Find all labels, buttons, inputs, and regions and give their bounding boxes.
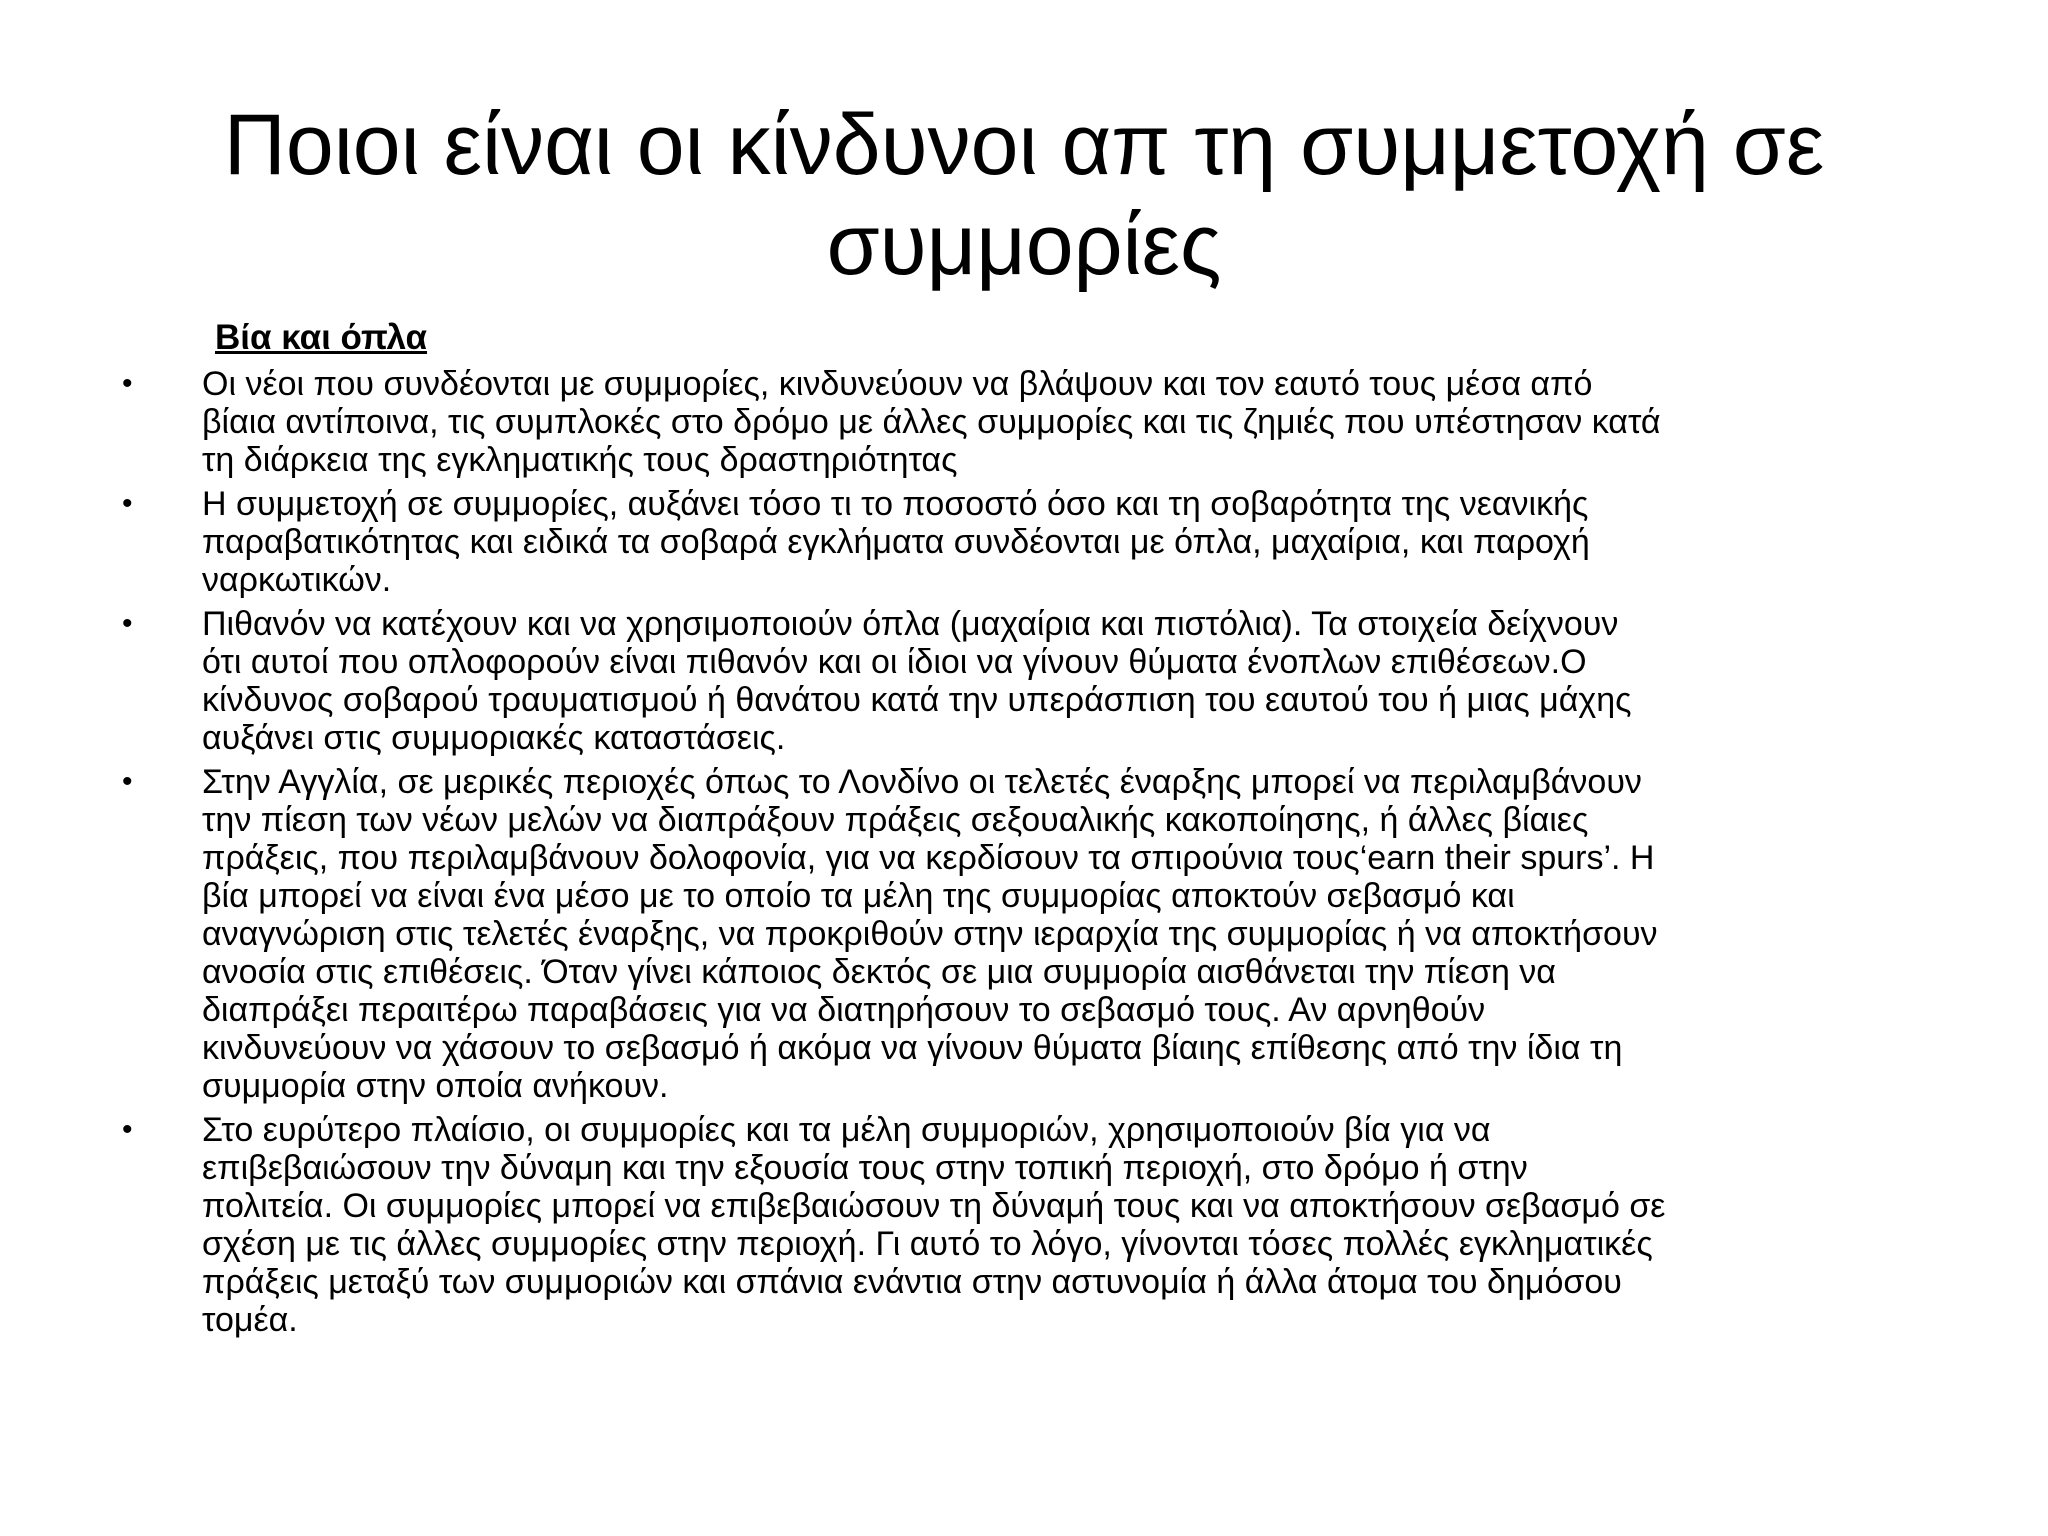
bullet-line: πράξεις, που περιλαμβάνουν δολοφονία, για να κερδίσουν τα σπιρούνια τους‘earn their spurs’. Η: [202, 839, 1655, 877]
bullet-line: την πίεση των νέων μελών να διαπράξουν πράξεις σεξουαλικής κακοποίησης, ή άλλες βίαιες: [202, 801, 1589, 839]
bullet-text: [202, 763, 1952, 1105]
bullet-item: [122, 365, 1952, 479]
bullet-line: πολιτεία. Οι συμμορίες μπορεί να επιβεβαιώσουν τη δύναμή τους και να αποκτήσουν σεβασμό σε: [202, 1187, 1666, 1225]
bullet-item: [122, 605, 1952, 757]
bullet-text: [202, 485, 1952, 599]
bullet-item: [122, 1111, 1952, 1339]
bullet-dot-icon: •: [122, 607, 133, 640]
bullet-line: Στο ευρύτερο πλαίσιο, οι συμμορίες και τα μέλη συμμοριών, χρησιμοποιούν βία για να: [202, 1111, 1491, 1149]
bullet-line: Η συμμετοχή σε συμμορίες, αυξάνει τόσο τι το ποσοστό όσο και τη σοβαρότητα της νεανικής: [202, 485, 1589, 523]
slide-title-line-2: συμμορίες: [826, 197, 1222, 293]
slide-title-line-1: Ποιοι είναι οι κίνδυνοι απ τη συμμετοχή σε: [223, 97, 1825, 193]
bullet-line: βίαια αντίποινα, τις συμπλοκές στο δρόμο με άλλες συμμορίες και τις ζημιές που υπέστησαν κατά: [202, 403, 1661, 441]
bullet-item: [122, 485, 1952, 599]
bullet-line: Στην Αγγλία, σε μερικές περιοχές όπως το Λονδίνο οι τελετές έναρξης μπορεί να περιλαμβάνουν: [202, 763, 1642, 801]
slide-title: [200, 95, 1848, 295]
section-heading: Βία και όπλα: [215, 318, 428, 357]
bullet-line: συμμορία στην οποία ανήκουν.: [202, 1067, 669, 1105]
bullet-line: σχέση με τις άλλες συμμορίες στην περιοχή. Γι αυτό το λόγο, γίνονται τόσες πολλές εγκληματικές: [202, 1225, 1653, 1263]
bullet-line: αναγνώριση στις τελετές έναρξης, να προκριθούν στην ιεραρχία της συμμορίας ή να αποκτήσουν: [202, 915, 1658, 953]
bullet-line: τομέα.: [202, 1301, 298, 1339]
bullet-dot-icon: •: [122, 1113, 133, 1146]
bullet-line: κίνδυνος σοβαρού τραυματισμού ή θανάτου κατά την υπεράσπιση του εαυτού του ή μιας μάχης: [202, 681, 1632, 719]
bullet-line: βία μπορεί να είναι ένα μέσο με το οποίο τα μέλη της συμμορίας αποκτούν σεβασμό και: [202, 877, 1515, 915]
bullet-dot-icon: •: [122, 487, 133, 520]
bullet-line: ανοσία στις επιθέσεις. Όταν γίνει κάποιος δεκτός σε μια συμμορία αισθάνεται την πίεση να: [202, 953, 1556, 991]
bullet-text: [202, 605, 1952, 757]
bullet-line: τη διάρκεια της εγκληματικής τους δραστηριότητας: [202, 441, 958, 479]
bullet-dot-icon: •: [122, 765, 133, 798]
bullet-line: αυξάνει στις συμμοριακές καταστάσεις.: [202, 719, 786, 757]
bullet-text: [202, 1111, 1952, 1339]
bullet-list: [122, 365, 1952, 1345]
bullet-line: κινδυνεύουν να χάσουν το σεβασμό ή ακόμα να γίνουν θύματα βίαιης επίθεσης από την ίδια τη: [202, 1029, 1623, 1067]
bullet-item: [122, 763, 1952, 1105]
bullet-line: διαπράξει περαιτέρω παραβάσεις για να διατηρήσουν το σεβασμό τους. Αν αρνηθούν: [202, 991, 1486, 1029]
bullet-line: επιβεβαιώσουν την δύναμη και την εξουσία τους στην τοπική περιοχή, στο δρόμο ή στην: [202, 1149, 1528, 1187]
bullet-text: [202, 365, 1952, 479]
bullet-line: ότι αυτοί που οπλοφορούν είναι πιθανόν και οι ίδιοι να γίνουν θύματα ένοπλων επιθέσεων.Ο: [202, 643, 1587, 681]
bullet-line: ναρκωτικών.: [202, 561, 392, 599]
bullet-line: πράξεις μεταξύ των συμμοριών και σπάνια ενάντια στην αστυνομία ή άλλα άτομα του δημόσου: [202, 1263, 1622, 1301]
bullet-line: Οι νέοι που συνδέονται με συμμορίες, κινδυνεύουν να βλάψουν και τον εαυτό τους μέσα από: [202, 365, 1593, 403]
bullet-dot-icon: •: [122, 367, 133, 400]
bullet-line: παραβατικότητας και ειδικά τα σοβαρά εγκλήματα συνδέονται με όπλα, μαχαίρια, και παροχή: [202, 523, 1590, 561]
bullet-line: Πιθανόν να κατέχουν και να χρησιμοποιούν όπλα (μαχαίρια και πιστόλια). Τα στοιχεία δείχνουν: [202, 605, 1619, 643]
